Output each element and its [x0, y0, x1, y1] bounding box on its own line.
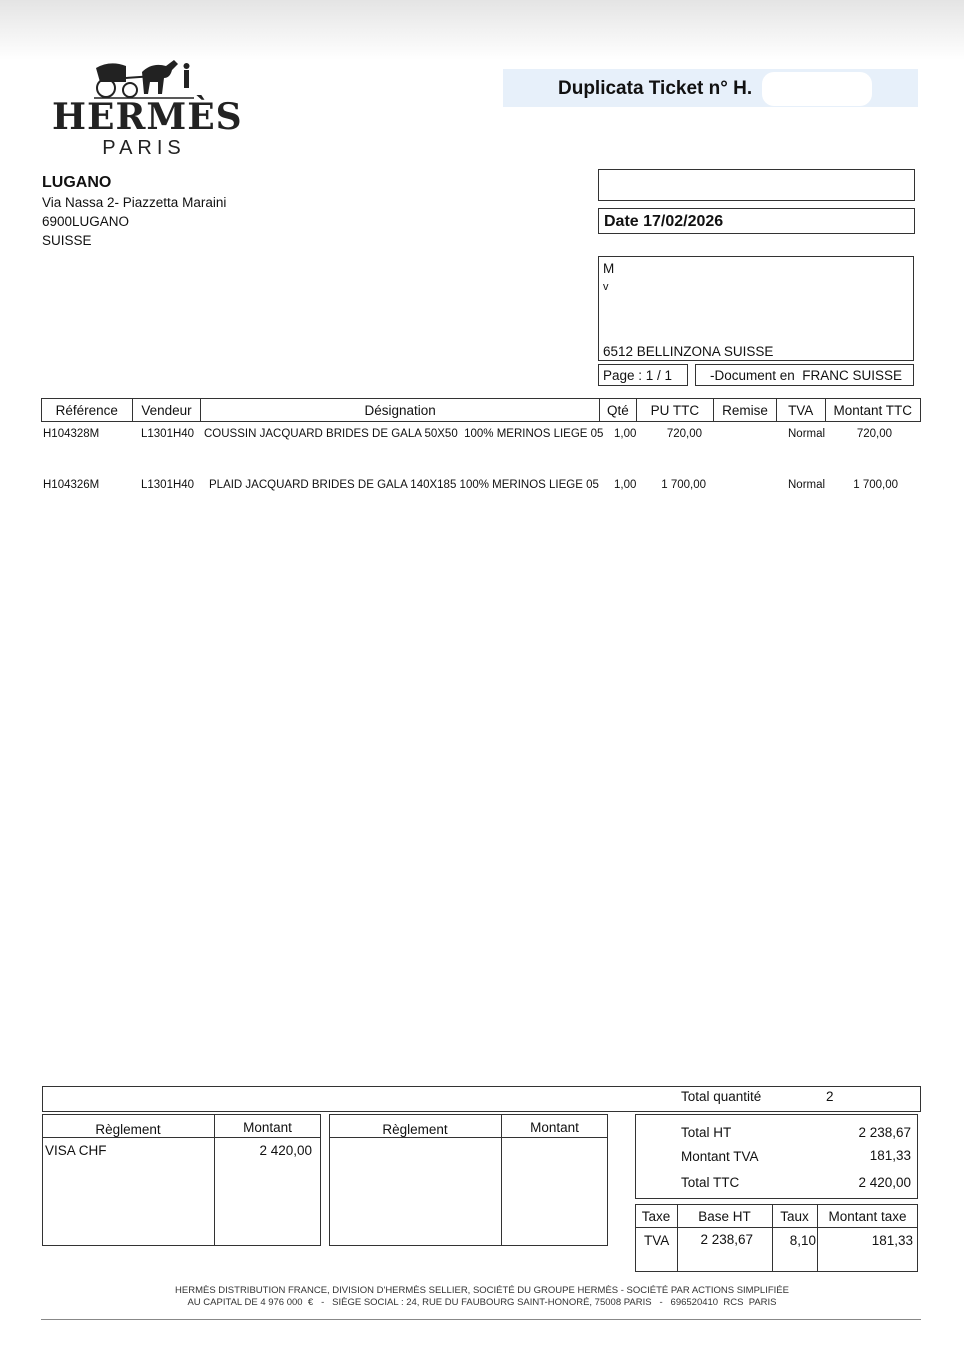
total-ttc-label: Total TTC [681, 1175, 740, 1190]
top-shadow [0, 0, 964, 60]
payment-method: VISA CHF [45, 1143, 107, 1158]
redaction [614, 258, 784, 288]
store-address-2: 6900LUGANO [42, 214, 130, 229]
cell-designation: PLAID JACQUARD BRIDES DE GALA 140X185 100% MERINOS LIEGE 05 [209, 479, 599, 491]
tax-header-rate: Taux [780, 1209, 809, 1224]
col-vendor: Vendeur [132, 399, 201, 422]
cell-ref: H104326M [43, 479, 100, 491]
customer-line-2: v [603, 281, 609, 293]
payment-amount: 2 420,00 [259, 1143, 312, 1158]
items-header [41, 398, 921, 422]
payment-header-amount: Montant [243, 1120, 292, 1135]
total-quantity-value: 2 [826, 1089, 834, 1104]
legal-footer-line-2: AU CAPITAL DE 4 976 000 € - SIÈGE SOCIAL : 24, RUE DU FAUBOURG SAINT-HONORÉ, 75008 PARIS - 696520410 RCS PARIS [187, 1297, 777, 1308]
bottom-rule [41, 1319, 921, 1320]
payment-header-method: Règlement [95, 1122, 161, 1137]
col-amount: Montant TTC [825, 399, 920, 422]
payment-header-amount: Montant [530, 1120, 579, 1135]
tax-cell-base: 2 238,67 [700, 1232, 753, 1247]
tax-cell-tax: TVA [644, 1233, 670, 1248]
store-country: SUISSE [42, 233, 92, 248]
total-ttc-value: 2 420,00 [858, 1175, 911, 1190]
ticket-title: Duplicata Ticket n° H. [558, 78, 753, 99]
col-unit-price: PU TTC [636, 399, 713, 422]
page-number: Page : 1 / 1 [603, 368, 673, 383]
ticket-date: Date 17/02/2026 [604, 213, 724, 230]
brand-wordmark: HERMÈS [52, 96, 243, 138]
col-vat: TVA [776, 399, 825, 422]
total-vat-label: Montant TVA [681, 1149, 759, 1164]
payment-header-method: Règlement [382, 1122, 448, 1137]
carriage-logo-icon [92, 54, 196, 100]
total-quantity-box [42, 1086, 921, 1112]
col-reference: Référence [42, 399, 133, 422]
tax-cell-rate: 8,10 [789, 1233, 816, 1248]
total-ht-value: 2 238,67 [858, 1125, 911, 1140]
divider [329, 1137, 608, 1138]
cell-unit-price: 720,00 [666, 428, 702, 440]
tax-header-base: Base HT [698, 1209, 751, 1224]
cell-qty: 1,00 [614, 428, 637, 440]
cell-vendor: L1301H40 [141, 428, 195, 440]
col-qty: Qté [599, 399, 636, 422]
cell-vat: Normal [788, 428, 826, 440]
store-name: LUGANO [42, 174, 112, 191]
total-ht-label: Total HT [681, 1125, 732, 1140]
col-discount: Remise [714, 399, 777, 422]
customer-city: 6512 BELLINZONA SUISSE [603, 344, 774, 359]
empty-box [598, 169, 915, 201]
cell-ref: H104328M [43, 428, 100, 440]
customer-line-1: M [603, 261, 615, 276]
divider [42, 1137, 321, 1138]
tax-header-tax: Taxe [641, 1209, 671, 1224]
cell-vendor: L1301H40 [141, 479, 195, 491]
cell-unit-price: 1 700,00 [661, 479, 706, 491]
cell-designation: COUSSIN JACQUARD BRIDES DE GALA 50X50 100% MERINOS LIEGE 05 [204, 428, 604, 440]
brand-city: PARIS [102, 137, 186, 159]
cell-vat: Normal [788, 479, 826, 491]
total-vat-value: 181,33 [869, 1148, 911, 1163]
legal-footer-line-1: HERMÈS DISTRIBUTION FRANCE, DIVISION D'HERMÈS SELLIER, SOCIÉTÉ DU GROUPE HERMÈS - SOCIÉTÉ PAR ACTIONS SIMPLIFIÉE [175, 1285, 789, 1296]
total-quantity-label: Total quantité [681, 1089, 762, 1104]
cell-amount: 1 700,00 [853, 479, 898, 491]
store-address-1: Via Nassa 2- Piazzetta Maraini [42, 195, 227, 210]
col-designation: Désignation [201, 399, 600, 422]
redaction [762, 72, 872, 106]
tax-cell-amount: 181,33 [871, 1233, 913, 1248]
tax-header-amount: Montant taxe [828, 1209, 907, 1224]
cell-amount: 720,00 [856, 428, 892, 440]
currency-note: -Document en FRANC SUISSE [710, 368, 903, 383]
cell-qty: 1,00 [614, 479, 637, 491]
